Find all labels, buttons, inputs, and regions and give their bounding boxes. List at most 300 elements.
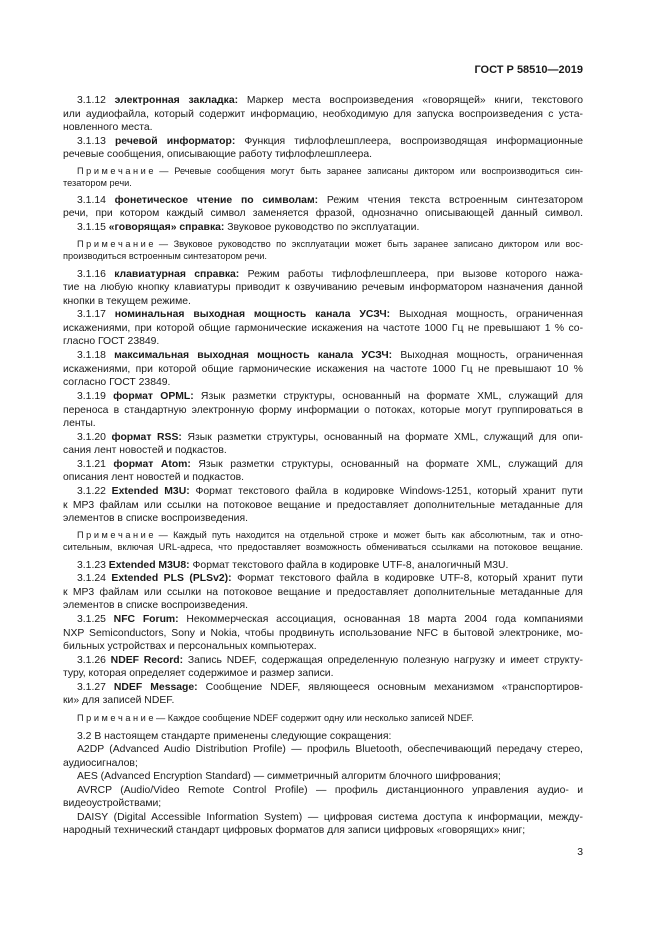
word: содержимое xyxy=(185,668,249,679)
word: MP3 xyxy=(69,587,95,598)
word: Речевые xyxy=(171,166,212,176)
word: 3.1.19 xyxy=(77,391,106,402)
word: 1 xyxy=(541,323,551,334)
word: Язык xyxy=(198,391,226,402)
word: и xyxy=(166,641,175,652)
word: тифлофлешплеера, xyxy=(291,136,392,147)
word: AES xyxy=(77,771,98,782)
text-line-43 xyxy=(63,695,174,706)
word: PLS xyxy=(160,573,184,584)
word: места. xyxy=(118,122,153,133)
word: искажения xyxy=(313,364,368,375)
word: ки» xyxy=(63,695,80,706)
note-line-6 xyxy=(63,178,132,188)
text-line-41 xyxy=(63,668,333,679)
word: подкастов. xyxy=(172,445,227,456)
word: Extended xyxy=(105,560,156,571)
text-line-37 xyxy=(77,614,583,625)
word: DAISY xyxy=(77,812,108,823)
word: новостей xyxy=(116,445,164,456)
text-line-16 xyxy=(63,322,583,334)
word: потоковое xyxy=(220,500,273,511)
word: к xyxy=(282,282,290,293)
text-line-27 xyxy=(63,472,244,483)
word: и xyxy=(180,472,190,483)
word: 18 xyxy=(405,614,420,625)
word: справка: xyxy=(191,269,240,280)
word: встроенным xyxy=(446,195,508,206)
word: System) xyxy=(261,812,303,823)
text-line-35 xyxy=(63,586,583,598)
word: продвинуть xyxy=(276,628,335,639)
word: и xyxy=(547,530,556,540)
word: туру, xyxy=(63,668,86,679)
note-line-31 xyxy=(77,530,583,540)
word: речи. xyxy=(106,178,132,188)
word: закладка: xyxy=(185,95,239,106)
word: необходимую xyxy=(319,109,389,120)
word: управления xyxy=(469,785,529,796)
word: стандарт xyxy=(173,825,220,836)
note-line-32 xyxy=(63,542,583,552)
text-line-15 xyxy=(77,309,583,320)
word: нажа- xyxy=(552,269,584,280)
word: симметричный xyxy=(264,771,339,782)
word: подкастов. xyxy=(189,472,245,483)
word: вещание xyxy=(274,587,321,598)
word: воспроизводящая xyxy=(397,136,488,147)
word: на xyxy=(81,282,96,293)
word: П р и м е ч а н и е xyxy=(77,530,154,540)
word: (Advanced xyxy=(106,744,159,755)
word: использование xyxy=(336,628,412,639)
note-line-10 xyxy=(77,239,583,249)
word: встроенным xyxy=(126,251,181,261)
word: фразой, xyxy=(312,208,355,219)
word: нагрузку xyxy=(451,655,495,666)
word: которые xyxy=(417,405,461,416)
word: эксплуатации. xyxy=(348,222,420,233)
word: сообщения xyxy=(214,166,265,176)
word: Standard) xyxy=(202,771,251,782)
word: в xyxy=(318,560,327,571)
word: опи- xyxy=(559,432,584,443)
word: следующие xyxy=(268,731,327,742)
word: искажения xyxy=(308,323,363,334)
word: отно- xyxy=(558,530,583,540)
word: метаданные xyxy=(497,587,560,598)
word: шифрования; xyxy=(432,771,501,782)
word: Bluetooth, xyxy=(352,744,403,755)
word: стандартную xyxy=(121,405,187,416)
word: в xyxy=(440,628,449,639)
word: 3.1.22 xyxy=(77,486,106,497)
word: 3.1.16 xyxy=(77,269,106,280)
word: включая xyxy=(114,542,154,552)
word: разметки xyxy=(214,432,262,443)
text-line-1 xyxy=(63,108,583,120)
word: OPML: xyxy=(157,391,194,402)
word: обеспечивающий xyxy=(404,744,492,755)
word: записей xyxy=(99,695,142,706)
word: П р и м е ч а н и е xyxy=(77,239,154,249)
word: тифлофлешплеера. xyxy=(272,149,372,160)
word: Extended xyxy=(108,573,159,584)
word: 3.1.18 xyxy=(77,350,106,361)
word: могут xyxy=(268,166,295,176)
word: обмениваться xyxy=(363,542,427,552)
word: тие xyxy=(63,282,80,293)
word: могут xyxy=(462,405,492,416)
word: речевым xyxy=(358,282,405,293)
text-line-26 xyxy=(77,458,583,470)
word: в xyxy=(330,486,339,497)
word: выходная xyxy=(194,350,249,361)
word: гармонические xyxy=(231,323,307,334)
word: каждый xyxy=(163,208,204,219)
word: 3.2 xyxy=(77,731,92,742)
word: компаниями xyxy=(521,614,584,625)
word: в xyxy=(574,405,584,416)
word: ограниченная xyxy=(513,309,583,320)
text-line-51 xyxy=(77,811,583,823)
word: 3.1.12 xyxy=(77,95,106,106)
word: на xyxy=(203,587,219,598)
word: назначения xyxy=(484,282,544,293)
word: размер xyxy=(256,668,295,679)
word: потоковое xyxy=(220,587,273,598)
word: Extended xyxy=(108,486,159,497)
word: син- xyxy=(562,166,583,176)
word: или xyxy=(457,166,476,176)
text-line-33 xyxy=(77,559,508,571)
word: информацию, xyxy=(247,109,318,120)
word: Profile) xyxy=(250,744,286,755)
word: Control xyxy=(229,785,267,796)
word: которой xyxy=(155,364,197,375)
word: к xyxy=(464,812,473,823)
word: Язык xyxy=(195,459,223,470)
word: 1000 xyxy=(429,364,456,375)
text-line-52 xyxy=(63,824,525,836)
word: M3U. xyxy=(480,560,509,571)
word: отдельной xyxy=(297,530,345,540)
word: кодировке xyxy=(341,486,394,497)
word: Windows-1251, xyxy=(396,486,472,497)
word: определенную xyxy=(324,655,399,666)
word: на xyxy=(364,323,379,334)
word: URL-адреса, xyxy=(156,542,214,552)
note-line-44 xyxy=(77,713,474,723)
word: «говорящая» xyxy=(105,222,177,233)
text-line-30 xyxy=(63,513,248,524)
word: записей xyxy=(407,713,445,723)
word: запуска xyxy=(413,109,454,120)
word: народный xyxy=(63,825,111,836)
word: мощность, xyxy=(453,309,508,320)
word: 3.1.13 xyxy=(77,136,106,147)
word: и xyxy=(380,530,389,540)
page-number: 3 xyxy=(577,847,583,858)
word: не xyxy=(475,364,490,375)
text-line-47 xyxy=(63,758,138,769)
word: электронная xyxy=(111,95,180,106)
word: кодировке xyxy=(326,560,380,571)
word: которая xyxy=(85,668,127,679)
word: Information xyxy=(203,812,259,823)
text-line-8 xyxy=(63,207,583,219)
word: на xyxy=(385,432,400,443)
text-line-36 xyxy=(63,600,248,611)
word: технический xyxy=(110,825,174,836)
word: УСЗЧ: xyxy=(358,350,393,361)
word: Режим xyxy=(324,195,359,206)
word: % xyxy=(570,364,584,375)
word: служащий xyxy=(481,432,534,443)
word: кнопку xyxy=(134,282,170,293)
word: — xyxy=(156,530,168,540)
word: записи. xyxy=(294,668,334,679)
word: для xyxy=(562,459,584,470)
word: Sony xyxy=(168,628,195,639)
text-line-21 xyxy=(77,390,583,402)
word: «говорящих» xyxy=(433,825,500,836)
word: что xyxy=(215,542,233,552)
word: В xyxy=(91,731,102,742)
word: кодировке xyxy=(381,573,435,584)
word: Запись xyxy=(184,655,222,666)
text-line-23 xyxy=(63,418,96,429)
word: канала xyxy=(312,309,351,320)
word: записи xyxy=(344,825,381,836)
word: согласно xyxy=(63,377,107,388)
word: хранит xyxy=(519,486,556,497)
word: предоставляет xyxy=(334,500,409,511)
word: или xyxy=(343,713,363,723)
word: в xyxy=(370,573,380,584)
word: или xyxy=(141,500,162,511)
word: вос- xyxy=(562,239,584,249)
word: Encryption xyxy=(150,771,203,782)
word: профиль xyxy=(331,785,378,796)
word: записаны xyxy=(364,166,409,176)
word: основным xyxy=(374,682,426,693)
word: персональных xyxy=(174,641,248,652)
word: 3.1.14 xyxy=(77,195,106,206)
word: сания xyxy=(63,445,92,456)
word: разметки xyxy=(229,391,277,402)
word: выходная xyxy=(190,309,246,320)
word: текстового xyxy=(229,560,284,571)
word: озвучиванию xyxy=(291,282,358,293)
word: цифровых xyxy=(380,825,434,836)
word: и xyxy=(322,587,332,598)
word: 1000 xyxy=(421,323,448,334)
text-line-45 xyxy=(77,731,391,742)
word: номинальная xyxy=(111,309,185,320)
word: для xyxy=(390,109,412,120)
word: структуры, xyxy=(280,391,336,402)
word: группироваться xyxy=(494,405,573,416)
word: потоковое xyxy=(491,542,538,552)
word: имеет xyxy=(507,655,540,666)
word: файлам xyxy=(96,587,139,598)
word: мощность, xyxy=(453,350,509,361)
word: UTF-8, xyxy=(379,560,415,571)
word: пути xyxy=(558,573,583,584)
word: гласно xyxy=(63,336,96,347)
word: синтезатором xyxy=(513,195,584,206)
word: информации xyxy=(294,405,360,416)
word: файла xyxy=(283,560,319,571)
word: M3U: xyxy=(161,486,190,497)
word: — xyxy=(304,812,319,823)
word: или xyxy=(541,239,560,249)
word: в xyxy=(95,296,104,307)
word: структу- xyxy=(541,655,584,666)
word: 10 xyxy=(553,364,569,375)
word: мощность xyxy=(251,309,307,320)
word: текстового xyxy=(235,486,290,497)
word: файла xyxy=(333,573,369,584)
word: механизмом xyxy=(431,682,494,693)
word: превышают xyxy=(480,323,541,334)
word: 3.1.21 xyxy=(77,459,106,470)
text-line-3 xyxy=(77,135,583,147)
word: определяет xyxy=(126,668,186,679)
word: ссылки xyxy=(164,587,202,598)
word: структуры, xyxy=(263,432,319,443)
word: абсолютным, xyxy=(467,530,527,540)
word: может xyxy=(352,239,382,249)
word: заранее xyxy=(410,239,449,249)
word: путь xyxy=(209,530,231,540)
word: Выходная xyxy=(396,309,448,320)
word: на xyxy=(405,391,420,402)
word: 3.1.23 xyxy=(77,560,106,571)
word: П р и м е ч а н и е xyxy=(77,166,154,176)
word: который xyxy=(151,109,194,120)
word: справка: xyxy=(176,222,225,233)
word: сообщение xyxy=(199,713,251,723)
word: по xyxy=(238,195,254,206)
word: сообщения, xyxy=(104,149,165,160)
word: Гц xyxy=(449,323,464,334)
word: искажениями, xyxy=(63,323,131,334)
standard-header: ГОСТ Р 58510—2019 xyxy=(474,64,583,76)
word: (PLSv2): xyxy=(186,573,232,584)
word: быть xyxy=(384,239,408,249)
word: быть xyxy=(297,166,321,176)
word: Nokia, xyxy=(207,628,240,639)
word: Distribution xyxy=(192,744,248,755)
word: руководство xyxy=(271,222,334,233)
word: ассоциация, xyxy=(273,614,337,625)
word: Каждое xyxy=(165,713,200,723)
word: Формат xyxy=(192,486,233,497)
word: кнопки xyxy=(63,296,96,307)
word: гармонические xyxy=(236,364,312,375)
word: к xyxy=(63,587,68,598)
word: руководство xyxy=(215,239,271,249)
word: основанная xyxy=(340,614,401,625)
text-line-17 xyxy=(63,336,159,347)
word: система xyxy=(375,812,418,823)
word: XML, xyxy=(451,432,479,443)
word: лент xyxy=(108,472,134,483)
word: при xyxy=(132,364,153,375)
word: Некоммерческая xyxy=(183,614,269,625)
word: информатором xyxy=(406,282,483,293)
word: текстового xyxy=(276,573,331,584)
word: разметки xyxy=(227,459,275,470)
word: информации, xyxy=(474,812,543,823)
word: любую xyxy=(97,282,134,293)
word: воспроизведения. xyxy=(158,513,248,524)
word: между- xyxy=(545,812,583,823)
word: хранит xyxy=(520,573,557,584)
word: и xyxy=(322,500,332,511)
word: речевые xyxy=(63,149,105,160)
word: формате xyxy=(423,391,470,402)
word: искажениями, xyxy=(63,364,131,375)
text-line-2 xyxy=(63,122,153,133)
word: служащий xyxy=(505,459,558,470)
word: ссылками xyxy=(428,542,474,552)
word: возможность xyxy=(303,542,362,552)
word: заранее xyxy=(324,166,362,176)
word: Язык xyxy=(184,432,212,443)
word: для xyxy=(79,695,100,706)
word: 3.1.17 xyxy=(77,309,106,320)
word: ссылки xyxy=(164,500,202,511)
word: которой xyxy=(153,323,195,334)
word: — xyxy=(153,713,166,723)
word: уста- xyxy=(555,109,583,120)
word: данный xyxy=(498,208,538,219)
word: служащий xyxy=(505,391,559,402)
word: 23849. xyxy=(135,377,171,388)
word: котором xyxy=(117,208,160,219)
text-line-20 xyxy=(63,377,170,388)
word: NDEF. xyxy=(444,713,474,723)
word: частоте xyxy=(387,364,428,375)
text-line-25 xyxy=(63,445,227,456)
word: являющееся xyxy=(305,682,370,693)
word: настоящем xyxy=(101,731,159,742)
word: сокращения: xyxy=(327,731,392,742)
word: NFC xyxy=(110,614,136,625)
word: формат xyxy=(108,432,152,443)
word: 3.1.15 xyxy=(77,222,106,233)
word: XML, xyxy=(474,391,502,402)
word: речевой xyxy=(112,136,158,147)
word: диктором xyxy=(495,239,539,249)
word: информатор: xyxy=(163,136,236,147)
word: книги, xyxy=(491,95,524,106)
word: списке xyxy=(122,600,159,611)
word: символам: xyxy=(259,195,319,206)
word: для xyxy=(562,587,583,598)
word: NDEF xyxy=(111,682,143,693)
text-line-46 xyxy=(77,743,583,755)
word: NDEF. xyxy=(141,695,175,706)
word: цифровая xyxy=(320,812,373,823)
text-line-50 xyxy=(63,798,161,809)
word: мощность xyxy=(254,350,310,361)
word: NDEF, xyxy=(267,682,301,693)
text-line-39 xyxy=(63,640,317,652)
